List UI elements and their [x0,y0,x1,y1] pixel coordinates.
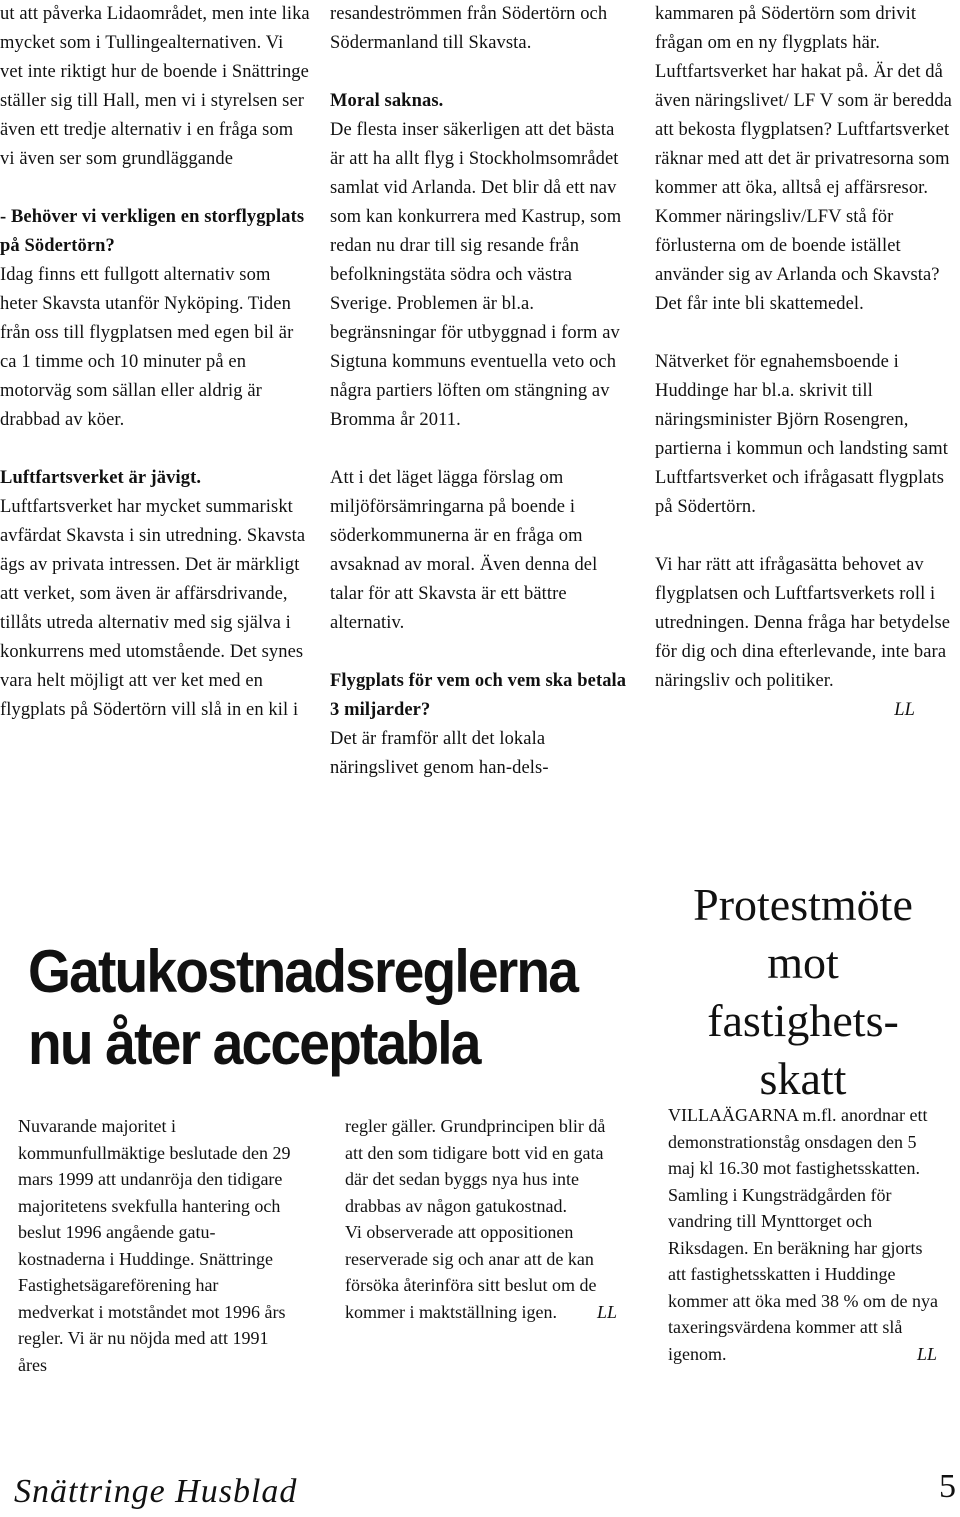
subheading: Luftfartsverket är jävigt. [0,468,202,488]
subheading-question: - Behöver vi verkligen en storflygplats på Södertörn? [0,207,305,256]
publication-title: Snättringe Husblad [14,1473,298,1510]
paragraph: Idag finns ett fullgott alternativ som heter Skavsta utanför Nyköping. Tiden från oss till flygplatsen med egen bil är ca 1 timme och 10 minuter på en motorväg som sällan eller aldrig är drabbad av köer. [0,265,294,430]
column-2 [330,0,630,783]
headline-line: Gatukostnadsreglerna [28,938,578,1005]
paragraph: VILLAÄGARNA m.fl. anordnar ett demonstrationståg onsdagen den 5 maj kl 16.30 mot fastighetsskatten. Samling i Kungsträdgården för vandring till Mynttorget och Riksdagen. En beräkning har gjorts att fastighetsskatten i Huddinge kommer att öka med 38 % om de nya taxeringsvärdena kommer att slå igenom. [668,1105,938,1364]
subheading: Flygplats för vem och vem ska betala 3 miljarder? [330,671,627,720]
signature: LL [596,1301,617,1322]
protest-headline: Protestmöte mot fastighets-skatt [693,879,913,1104]
paragraph: regler gäller. Grundprincipen blir då att den som tidigare bott vid en gata där det sedan byggs nya hus inte drabbas av någon gatukostnad. [345,1116,606,1216]
paragraph: Luftfartsverket har mycket summariskt avfärdat Skavsta i sin utredning. Skavsta ägs av privata intressen. Det är märkligt att verket, som även är affärsdrivande, tillåts utreda alternativ med sig själva i konkurrens med utomstående. Det synes vara helt möjligt att ver ket med en flygplats på Södertörn vill slå in en kil i [0,497,306,720]
signature: LL [916,1343,937,1364]
column-1 [0,0,310,725]
signature: LL [894,700,915,720]
paragraph: Nuvarande majoritet i kommunfullmäktige beslutade den 29 mars 1999 att undanröja den tidigare majoritetens svekfulla hantering och beslut 1996 angående gatu-kostnaderna i Huddinge. Snättringe Fastighetsägareförening har medverkat i motståndet mot 1996 års regler. Vi är nu nöjda med att 1991 åres [18,1116,291,1375]
paragraph: Vi observerade att oppositionen reserverade sig och anar att de kan försöka återinföra sitt beslut om de kommer i maktställning igen. [345,1222,597,1322]
paragraph: De flesta inser säkerligen att det bästa är att ha allt flyg i Stockholmsområdet samlat vid Arlanda. Det blir då ett nav som kan konkurrera med Kastrup, som redan nu drar till sig resande från befolkningstäta södra och västra Sverige. Problemen är bl.a. begränsningar för utbyggnad i form av Sigtuna kommuns eventuella veto och några partiers löften om stängning av Bromma år 2011. [330,120,622,430]
paragraph: kammaren på Södertörn som drivit frågan om en ny flygplats här. Luftfartsverket har hakat på. Är det då även näringslivet/ LF V som är beredda att bekosta flygplatsen? Luftfartsverket räknar med att det är privatresorna som kommer att öka, alltså ej affärsresor. Kommer näringsliv/LFV stå för förlusterna om de boende istället använder sig av Arlanda och Skavsta? Det får inte bli skattemedel. [655,4,952,314]
article-headline [28,936,598,1080]
column-3 [655,0,955,725]
page-number: 5 [939,1468,956,1505]
article-right-column [345,1113,625,1325]
paragraph: Vi har rätt att ifrågasätta behovet av flygplatsen och Luftfartsverkets roll i utredningen. Denna fråga har betydelse för dig och dina efterlevande, inte bara näringsliv och politiker. [655,555,951,691]
paragraph: ut att påverka Lidaområdet, men inte lika mycket som i Tullingealternativen. Vi vet inte riktigt hur de boende i Snättringe ställer sig till Hall, men vi i styrelsen ser även ett tredje alternativ i en fråga som vi även ser som grundläggande [0,4,310,169]
subheading: Moral saknas. [330,91,444,111]
protest-article [668,1102,943,1367]
paragraph: resandeströmmen från Södertörn och Södermanland till Skavsta. [330,4,608,53]
paragraph: Det är framför allt det lokala näringslivet genom han-dels- [330,729,549,778]
headline-line: nu åter acceptabla [28,1010,480,1077]
paragraph: Att i det läget lägga förslag om miljöförsämringarna på boende i söderkommunerna är en fråga om avsaknad av moral. Även denna del talar för att Skavsta är ett bättre alternativ. [330,468,598,633]
article-left-column [18,1113,298,1378]
paragraph: Nätverket för egnahemsboende i Huddinge har bl.a. skrivit till näringsminister Björn Rosengren, partierna i kommun och landsting samt Luftfartsverket och ifrågasatt flygplats på Södertörn. [655,352,948,517]
